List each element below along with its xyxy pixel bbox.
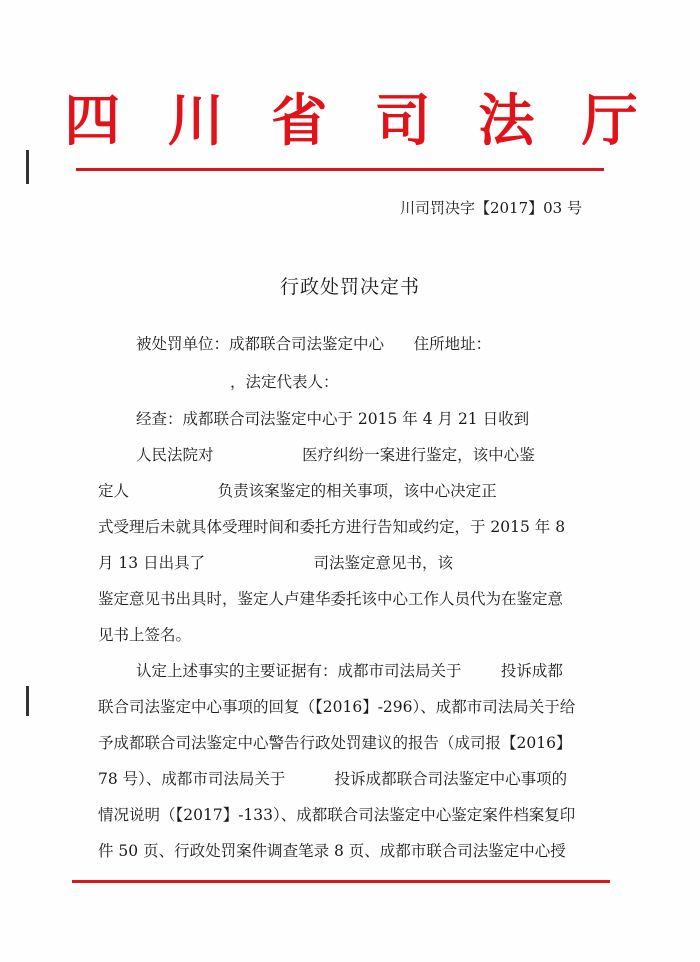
binder-mark — [26, 686, 29, 716]
red-rule-top — [76, 168, 604, 171]
body-line: 认定上述事实的主要证据有：成都市司法局关于 投诉成都 — [136, 662, 563, 680]
body-line: 78 号）、成都市司法局关于 投诉成都联合司法鉴定中心事项的 — [98, 770, 568, 788]
body-line: 情况说明（【2017】-133）、成都联合司法鉴定中心鉴定案件档案复印 — [98, 806, 576, 824]
body-line: 联合司法鉴定中心事项的回复（【2016】-296）、成都市司法局关于给 — [98, 698, 576, 716]
body-line: 件 50 页、行政处罚案件调查笔录 8 页、成都市联合司法鉴定中心授 — [98, 842, 566, 860]
document-title: 行政处罚决定书 — [279, 276, 420, 298]
body-line: 经查：成都联合司法鉴定中心于 2015 年 4 月 21 日收到 — [136, 410, 530, 428]
body-line: 月 13 日出具了 司法鉴定意见书，该 — [98, 554, 453, 572]
body-line: 被处罚单位：成都联合司法鉴定中心 住所地址： — [136, 335, 492, 353]
body-line: 予成都联合司法鉴定中心警告行政处罚建议的报告（成司报【2016】 — [98, 734, 572, 752]
document-number: 川司罚决字【2017】03 号 — [399, 199, 582, 217]
body-line: 鉴定意见书出具时，鉴定人卢建华委托该中心工作人员代为在鉴定意 — [98, 590, 564, 608]
body-line: 见书上签名。 — [98, 626, 192, 644]
body-line: 人民法院对 医疗纠纷一案进行鉴定，该中心鉴 — [136, 446, 535, 464]
body-line: 定人 负责该案鉴定的相关事项，该中心决定正 — [98, 482, 497, 500]
body-line: ，法定代表人： — [230, 373, 339, 391]
red-rule-bottom — [72, 880, 610, 883]
body-line: 式受理后未就具体受理时间和委托方进行告知或约定，于 2015 年 8 — [98, 518, 566, 536]
agency-masthead: 四 川 省 司 法 厅 — [64, 88, 652, 154]
